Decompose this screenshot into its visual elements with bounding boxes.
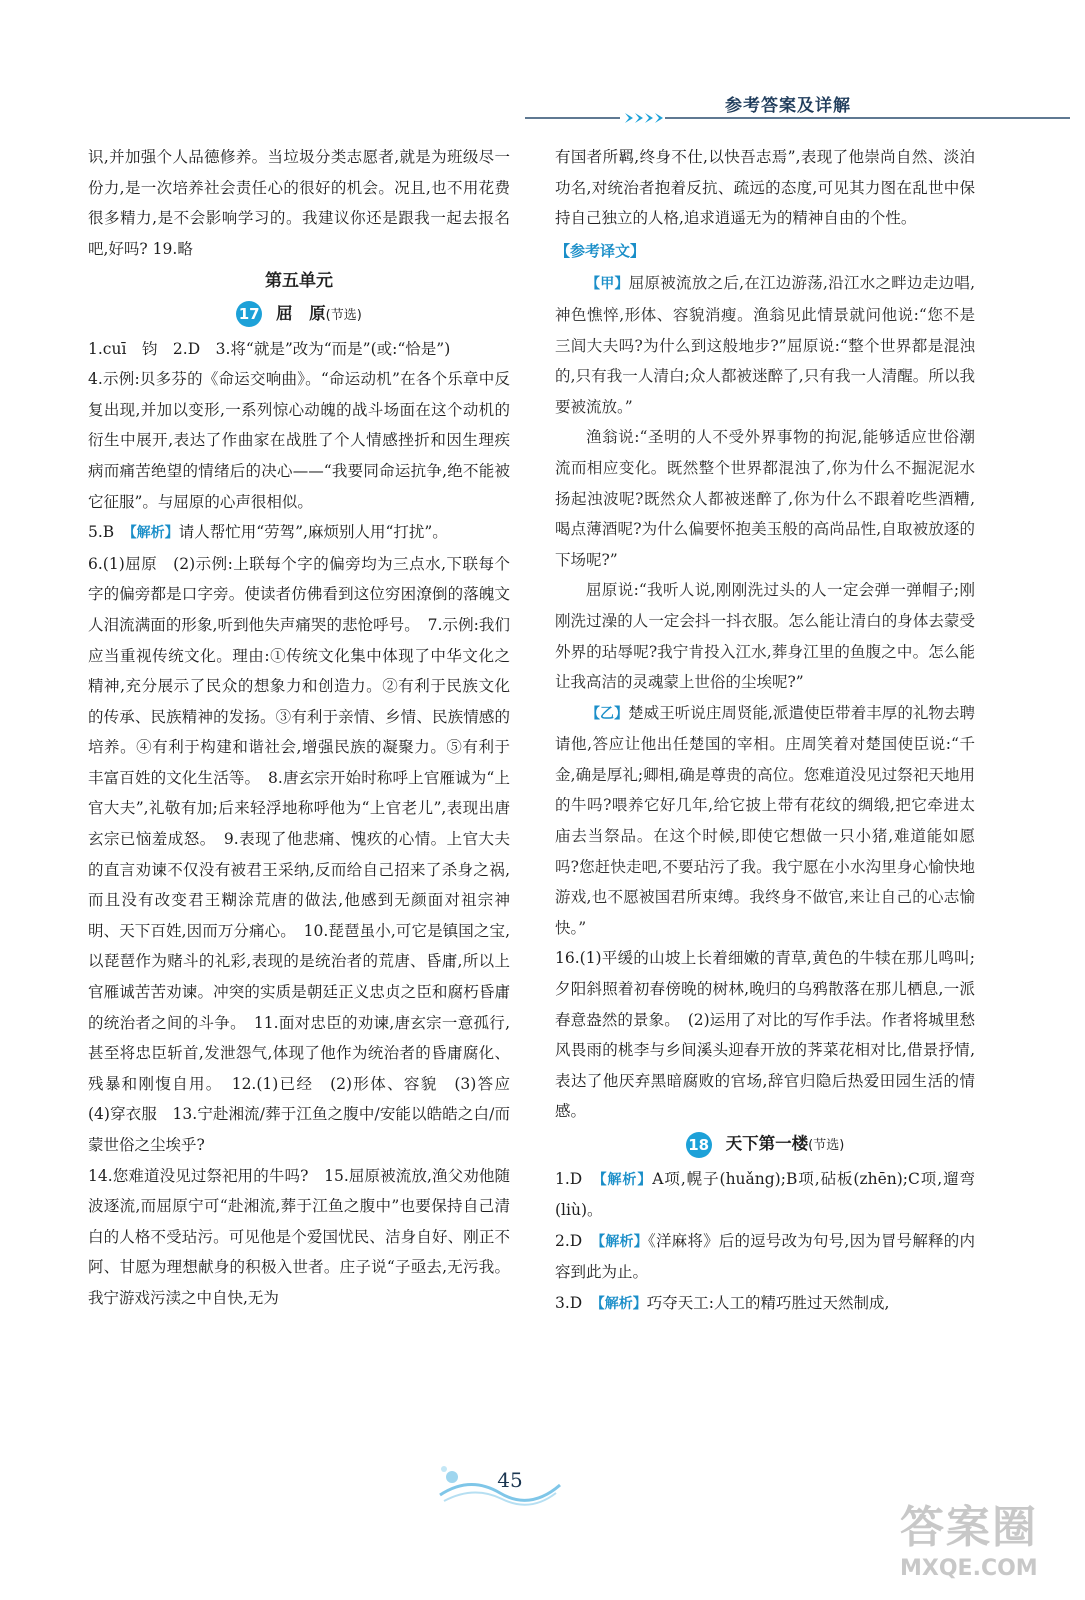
- lesson-title: 屈 原: [276, 303, 326, 323]
- answer-label: 3.D: [555, 1293, 598, 1312]
- answer-5: [88, 517, 510, 549]
- answer-16: 16.(1)平缓的山坡上长着细嫩的青草,黄色的牛犊在那儿鸣叫;夕阳斜照着初春傍晚的树林,晚归的乌鸦散落在那儿栖息,一派春意盎然的景象。 (2)运用了对比的写作手法。作者将城里愁风畏雨的桃李与乡间溪头迎春开放的荠菜花相对比,借景抒情,表达了他厌弃黑暗腐败的官场,辞官归隐后热爱田园生活的情感。: [555, 949, 975, 1121]
- lesson-number-badge: 17: [236, 301, 262, 327]
- header-rule: [525, 112, 1070, 124]
- lesson-subtitle: (节选): [325, 307, 362, 323]
- answer-label: 2.D: [555, 1231, 599, 1250]
- analysis-tag: 【解析】: [599, 1171, 653, 1188]
- answer-18-2: [555, 1226, 975, 1288]
- translation-jia: [555, 268, 975, 422]
- lesson-18-heading: [555, 1129, 975, 1162]
- page-number: 45: [497, 1468, 523, 1492]
- unit-title: 第五单元: [265, 271, 333, 292]
- yi-tag: 【乙】: [586, 705, 629, 722]
- translation-yi: [555, 698, 975, 944]
- translation-heading: 【参考译文】: [555, 241, 646, 260]
- watermark-line1: 答案圈: [900, 1502, 1038, 1553]
- analysis-tag: 【解析】: [129, 525, 179, 542]
- lesson-title: 天下第一楼: [725, 1134, 809, 1153]
- analysis-tag: 【解析】: [597, 1295, 647, 1312]
- answer-5-text: 请人帮忙用“劳驾”,麻烦别人用“打扰”。: [178, 523, 448, 542]
- translation-quyuan: 屈原说:“我听人说,刚刚洗过头的人一定会弹一弹帽子;刚刚洗过澡的人一定会抖一抖衣服。怎么能让清白的身体去蒙受外界的玷辱呢?我宁肯投入江水,葬身江里的鱼腹之中。怎么能让我高洁的灵魂蒙上世俗的尘埃呢?”: [555, 581, 975, 692]
- right-column: [555, 142, 975, 1320]
- answer-4: 4.示例:贝多芬的《命运交响曲》。“命运动机”在各个乐章中反复出现,并加以变形,一系列惊心动魄的战斗场面在这个动机的衍生中展开,表达了作曲家在战胜了个人情感挫折和因生理疾病而痛苦绝望的情绪后的决心——“我要同命运抗争,绝不能被它征服”。与屈原的心声很相似。: [88, 370, 510, 511]
- answer-1-3: 1.cuī 钧 2.D 3.将“就是”改为“而是”(或:“恰是”): [88, 339, 451, 358]
- left-column: [88, 142, 526, 1314]
- answer-label: 1.D: [555, 1169, 600, 1188]
- right-paragraph-0: 有国者所羁,终身不仕,以快吾志焉”,表现了他崇尚自然、淡泊功名,对统治者抱着反抗、疏远的态度,可见其力图在乱世中保持自己独立的人格,追求逍遥无为的精神自由的个性。: [555, 148, 975, 228]
- answer-text: 巧夺天工:人工的精巧胜过天然制成,: [646, 1293, 890, 1312]
- analysis-tag: 【解析】: [598, 1233, 648, 1250]
- jia-tag: 【甲】: [586, 276, 629, 293]
- answers-6-13: 6.(1)屈原 (2)示例:上联每个字的偏旁均为三点水,下联每个字的偏旁都是口字旁。使读者仿佛看到这位穷困潦倒的落魄文人泪流满面的形象,听到他失声痛哭的悲怆呼号。 7.示例:我们应当重视传统文化。理由:①传统文化集中体现了中华文化之精神,充分展示了民众的想象力和创造力。②有利于民族文化的传承、民族精神的发扬。③有利于亲情、乡情、民族情感的培养。④有利于构建和谐社会,增强民族的凝聚力。⑤有利于丰富百姓的文化生活等。 8.唐玄宗开始时称呼上官雁诚为“上官大夫”,礼敬有加;后来轻浮地称呼他为“上官老儿”,表现出唐玄宗已恼羞成怒。 9.表现了他悲痛、愧疚的心情。上官大夫的直言劝谏不仅没有被君王采纳,反而给自己招来了杀身之祸,而且没有改变君王糊涂荒唐的做法,他感到无颜面对祖宗神明、天下百姓,因而万分痛心。 10.琵琶虽小,可它是镇国之宝,以琵琶作为赌斗的礼彩,表现的是统治者的荒唐、昏庸,所以上官雁诚苦苦劝谏。冲突的实质是朝廷正义忠贞之臣和腐朽昏庸的统治者之间的斗争。 11.面对忠臣的劝谏,唐玄宗一意孤行,甚至将忠臣斩首,发泄怨气,体现了他作为统治者的昏庸腐化、残暴和刚愎自用。 12.(1)已经 (2)形体、容貌 (3)答应 (4)穿衣服 13.宁赴湘流/葬于江鱼之腹中/安能以皓皓之白/而蒙世俗之尘埃乎?: [88, 554, 526, 1154]
- translation-jia-text: 屈原被流放之后,在江边游荡,沿江水之畔边走边唱,神色憔悴,形体、容貌消瘦。渔翁见此情景就问他说:“您不是三闾大夫吗?为什么到这般地步?”屈原说:“整个世界都是混浊的,只有我一人清白;众人都被迷醉了,只有我一人清醒。所以我要被流放。”: [555, 274, 975, 416]
- answer-text: 《洋麻将》后的逗号改为句号,因为冒号解释的内容到此为止。: [555, 1231, 976, 1282]
- answer-5-label: 5.B: [88, 523, 130, 542]
- left-paragraph-0: 识,并加强个人品德修养。当垃圾分类志愿者,就是为班级尽一份力,是一次培养社会责任心的很好的机会。况且,也不用花费很多精力,是不会影响学习的。我建议你还是跟我一起去报名吧,好吗? 19.略: [88, 148, 510, 258]
- watermark-line2: MXQE.COM: [900, 1556, 1038, 1581]
- translation-yi-text: 楚威王听说庄周贤能,派遣使臣带着丰厚的礼物去聘请他,答应让他出任楚国的宰相。庄周笑着对楚国使臣说:“千金,确是厚礼;卿相,确是尊贵的高位。您难道没见过祭祀天地用的牛吗?喂养它好几年,给它披上带有花纹的绸缎,把它牵进太庙去当祭品。在这个时候,即使它想做一只小猪,难道能如愿吗?您赶快走吧,不要玷污了我。我宁愿在小水沟里身心愉快地游戏,也不愿被国君所束缚。我终身不做官,来让自己的心志愉快。”: [555, 703, 976, 937]
- answers-14-15: 14.您难道没见过祭祀用的牛吗? 15.屈原被流放,渔父劝他随波逐流,而屈原宁可“赴湘流,葬于江鱼之腹中”也要保持自己清白的人格不受玷污。可见他是个爱国忧民、洁身自好、刚正不阿、甘愿为理想献身的积极入世者。庄子说“子亟去,无污我。我宁游戏污渎之中自快,无为: [88, 1166, 510, 1307]
- answer-18-1: [555, 1164, 975, 1226]
- lesson-number-badge: 18: [686, 1132, 712, 1158]
- answer-18-3: [555, 1288, 975, 1320]
- translation-fisherman: 渔翁说:“圣明的人不受外界事物的拘泥,能够适应世俗潮流而相应变化。既然整个世界都混浊了,你为什么不掘泥泥水扬起浊波呢?既然众人都被迷醉了,你为什么不跟着吃些酒糟,喝点薄酒呢?为什么偏要怀抱美玉般的高尚品性,自取被放逐的下场呢?”: [555, 428, 975, 569]
- answer-text: A项,幌子(huǎng);B项,砧板(zhēn);C项,遛弯(liù)。: [555, 1169, 976, 1220]
- header-title: 参考答案及详解: [725, 96, 851, 116]
- lesson-subtitle: (节选): [808, 1138, 845, 1153]
- watermark-logo: [900, 1500, 1075, 1592]
- lesson-17-heading: [88, 299, 510, 332]
